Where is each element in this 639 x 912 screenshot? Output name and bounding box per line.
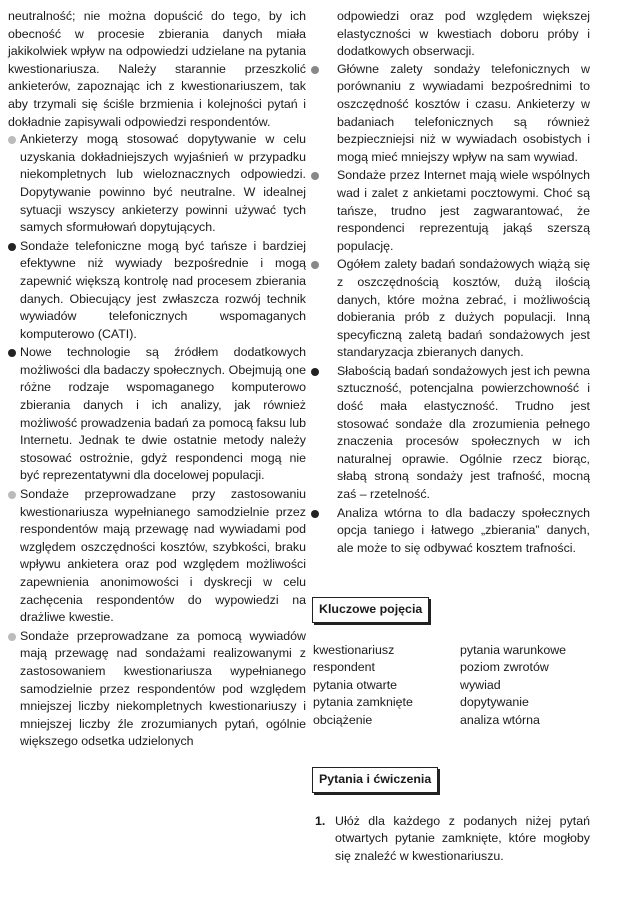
bullet-item [311, 167, 590, 255]
bullet-item [8, 238, 306, 344]
concept-term: dopytywanie [460, 695, 529, 710]
bullet-text: Ogółem zalety badań sondażowych wiążą się z oszczędnością kosztów, dużą ilością danych, które można zebrać, i możliwością dobierania prób z dużych populacji. Inną specyficzną zaletą badań sondażowych jest standaryzacja zbieranych danych. [337, 257, 590, 360]
bullet-text: Główne zalety sondaży telefonicznych w porównaniu z wywiadami bezpośrednimi to oszczędność kosztów i czasu. Ankieterzy w badaniach telefonicznych są również bezpieczniejsi niż w wywiadach osobistych i mogą mieć mniejszy wpływ na sam wywiad. [337, 61, 590, 164]
bullet-text: Analiza wtórna to dla badaczy społecznych opcja taniego i łatwego „zbierania” danych, ale może to się odbywać kosztem trafności. [337, 505, 590, 555]
bullet-icon [8, 491, 16, 499]
exercises-heading: Pytania i ćwiczenia [312, 767, 438, 793]
bullet-icon [8, 243, 16, 251]
bullet-item [8, 131, 306, 237]
exercise-number: 1. [315, 813, 326, 828]
bullet-icon [311, 172, 319, 180]
concept-term: poziom zwrotów [460, 660, 549, 675]
bullet-icon [8, 633, 16, 641]
bullet-item [8, 344, 306, 485]
exercise-text: Ułóż dla każdego z podanych niżej pytań otwartych pytanie zamknięte, które mogłoby się znaleźć w kwestionariuszu. [335, 813, 590, 863]
bullet-icon [311, 66, 319, 74]
exercise-item [311, 813, 590, 866]
paragraph: odpowiedzi oraz pod względem większej elastyczności w kwestiach doboru próby i dodatkowych obserwacji. [337, 9, 590, 59]
bullet-text: Nowe technologie są źródłem dodatkowych możliwości dla badaczy społecznych. Obejmują one różne rodzaje wspomaganego komputerowo zbierania danych i ich analizy, jak również możliwość prowadzenia badań za pomocą faksu lub Internetu. Jednak te dwie ostatnie metody należy stosować ostrożnie, gdyż respondenci mogą nie być reprezentatywni dla docelowej populacji. [20, 345, 306, 483]
key-concepts-section [311, 597, 590, 729]
key-concepts-list [313, 642, 590, 729]
bullet-text: Ankieterzy mogą stosować dopytywanie w celu uzyskania dokładniejszych wyjaśnień w przypadku niekompletnych lub wieloznacznych odpowiedzi. Dopytywanie powinno być neutralne. W idealnej sytuacji wszyscy ankieterzy powinni używać tych samych sformułowań dopytujących. [20, 132, 306, 235]
key-concepts-heading: Kluczowe pojęcia [312, 597, 429, 623]
bullet-text: Sondaże przez Internet mają wiele wspólnych wad i zalet z ankietami pocztowymi. Choć są tańsze, trudno jest zagwarantować, że respondenci reprezentują jakąś szerszą populację. [337, 168, 590, 253]
concept-term: kwestionariusz [313, 643, 395, 657]
bullet-item [311, 505, 590, 558]
bullet-text: Sondaże przeprowadzane za pomocą wywiadów mają przewagę nad sondażami realizowanymi z zastosowaniem kwestionariusza wypełnianego samodzielnie przez respondentów pod względem mniejszej liczby niekompletnych kwestionariuszy i mniejszej liczby źle zrozumianych pytań, ogólnie większego odsetka udzielonych [20, 628, 306, 749]
bullet-icon [311, 368, 319, 376]
concept-term: pytania warunkowe [460, 643, 567, 657]
bullet-icon [311, 261, 319, 269]
paragraph: neutralność; nie można dopuścić do tego, by ich obecność w procesie zbierania danych miała jakikolwiek wpływ na odpowiedzi udzielane na pytania kwestionariusza. Należy starannie przeszkolić ankieterów, zapoznając ich z kwestionariuszem, tak aby trzymali się ściśle brzmienia i kolejności pytań i dokładnie zapisywali odpowiedzi respondentów. [8, 9, 306, 129]
bullet-item [311, 256, 590, 362]
concept-term: wywiad [460, 677, 501, 692]
concept-term: respondent [313, 660, 376, 675]
bullet-text: Sondaże przeprowadzane przy zastosowaniu kwestionariusza wypełnianego samodzielnie przez respondentów mają przewagę nad wywiadami pod względem oszczędności kosztów, szybkości, braku wpływu ankietera oraz pod względem możliwości zapewnienia anonimowości i dyskrecji w celu zachęcenia respondentów do wypowiedzi na drażliwe kwestie. [20, 487, 306, 625]
concept-term: pytania zamknięte [313, 695, 413, 710]
concept-term: obciążenie [313, 712, 373, 727]
right-column [311, 8, 590, 865]
bullet-text: Sondaże telefoniczne mogą być tańsze i bardziej efektywne niż wywiady bezpośrednie i mogą zapewnić większą kontrolę nad procesem zbierania danych. Obiecujący jest zwłaszcza rozwój technik wywiadów telefonicznych wspomaganych komputerowo (CATI). [20, 238, 306, 341]
exercises-section [311, 767, 590, 865]
bullet-text: Słabością badań sondażowych jest ich pewna sztuczność, potencjalna powierzchowność i dość mała elastyczność. Trudno jest stosować sondaże dla zrozumienia pełnego znaczenia procesów społecznych w ich naturalnej oprawie. Ogólnie rzecz biorąc, słabą stroną sondaży jest trafność, mocną zaś – rzetelność. [337, 363, 590, 502]
bullet-item [8, 486, 306, 627]
bullet-item [311, 363, 590, 504]
bullet-item [311, 61, 590, 167]
left-column [8, 8, 306, 751]
bullet-icon [8, 136, 16, 144]
bullet-icon [311, 510, 319, 518]
bullet-icon [8, 349, 16, 357]
concept-term: pytania otwarte [313, 677, 398, 692]
concept-term: analiza wtórna [460, 712, 540, 727]
bullet-item [8, 628, 306, 751]
